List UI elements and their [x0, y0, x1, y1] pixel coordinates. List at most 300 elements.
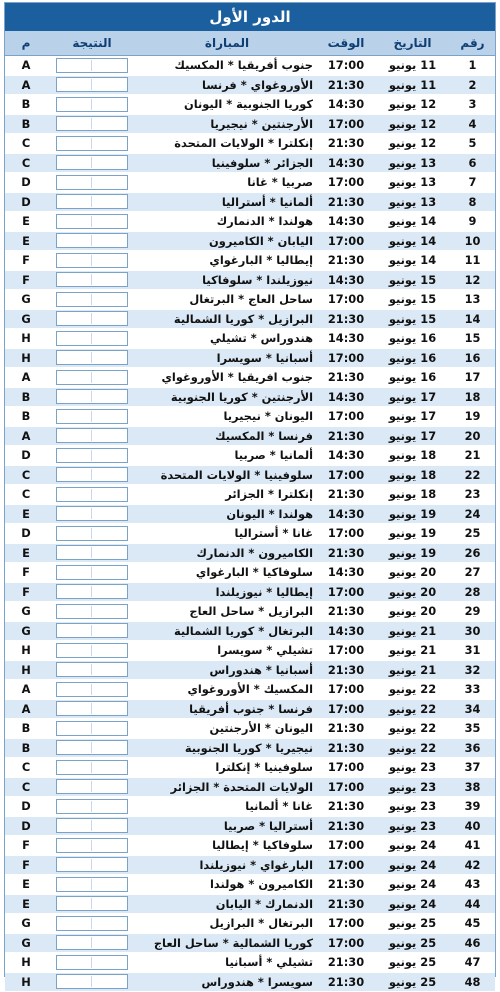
match-result	[47, 329, 137, 349]
match-date: 21 يونيو	[375, 621, 450, 641]
table-row	[5, 153, 495, 173]
match-result	[47, 212, 137, 232]
result-input-box[interactable]	[56, 857, 128, 872]
match-group: B	[5, 387, 47, 407]
match-group: E	[5, 875, 47, 895]
result-input-box[interactable]	[56, 955, 128, 970]
match-number: 5	[450, 134, 495, 154]
match-date: 16 يونيو	[375, 368, 450, 388]
match-date: 22 يونيو	[375, 680, 450, 700]
match-teams: تشيلي * سويسرا	[137, 641, 317, 661]
table-row	[5, 738, 495, 758]
match-group: G	[5, 914, 47, 934]
match-group: A	[5, 56, 47, 76]
table-row	[5, 231, 495, 251]
match-teams: الدنمارك * اليابان	[137, 894, 317, 914]
match-time: 21:30	[317, 894, 375, 914]
match-group: B	[5, 95, 47, 115]
match-time: 17:00	[317, 680, 375, 700]
match-teams: الكاميرون * الدنمارك	[137, 543, 317, 563]
result-input-box[interactable]	[56, 584, 128, 599]
result-input-box[interactable]	[56, 701, 128, 716]
match-group: D	[5, 192, 47, 212]
match-time: 21:30	[317, 875, 375, 895]
match-date: 20 يونيو	[375, 602, 450, 622]
match-number: 38	[450, 777, 495, 797]
result-input-box[interactable]	[56, 487, 128, 502]
match-group: F	[5, 251, 47, 271]
match-number: 24	[450, 504, 495, 524]
match-time: 17:00	[317, 641, 375, 661]
match-teams: أسبانيا * سويسرا	[137, 348, 317, 368]
match-group: H	[5, 953, 47, 973]
match-time: 21:30	[317, 134, 375, 154]
match-teams: الكاميرون * هولندا	[137, 875, 317, 895]
table-row	[5, 504, 495, 524]
match-result	[47, 114, 137, 134]
match-date: 20 يونيو	[375, 582, 450, 602]
match-number: 34	[450, 699, 495, 719]
match-teams: هولندا * الدنمارك	[137, 212, 317, 232]
match-time: 21:30	[317, 192, 375, 212]
match-group: C	[5, 134, 47, 154]
match-result	[47, 56, 137, 76]
match-number: 18	[450, 387, 495, 407]
match-result	[47, 563, 137, 583]
table-row	[5, 875, 495, 895]
result-input-box[interactable]	[56, 916, 128, 931]
result-input-box[interactable]	[56, 272, 128, 287]
match-result	[47, 192, 137, 212]
match-teams: البرتغال * كوريا الشمالية	[137, 621, 317, 641]
result-input-box[interactable]	[56, 721, 128, 736]
match-group: G	[5, 621, 47, 641]
match-teams: البرتغال * البرازيل	[137, 914, 317, 934]
match-teams: ألمانيا * أستراليا	[137, 192, 317, 212]
match-time: 21:30	[317, 953, 375, 973]
match-result	[47, 309, 137, 329]
result-input-box[interactable]	[56, 194, 128, 209]
match-result	[47, 231, 137, 251]
match-date: 24 يونيو	[375, 855, 450, 875]
result-input-box[interactable]	[56, 760, 128, 775]
match-result	[47, 816, 137, 836]
result-input-box[interactable]	[56, 935, 128, 950]
match-result	[47, 173, 137, 193]
table-row	[5, 914, 495, 934]
table-row	[5, 855, 495, 875]
match-result	[47, 407, 137, 427]
match-result	[47, 660, 137, 680]
match-date: 12 يونيو	[375, 95, 450, 115]
match-number: 11	[450, 251, 495, 271]
table-row	[5, 192, 495, 212]
match-result	[47, 524, 137, 544]
table-row	[5, 660, 495, 680]
result-input-box[interactable]	[56, 682, 128, 697]
match-group: G	[5, 933, 47, 953]
table-row	[5, 329, 495, 349]
match-teams: سلوفاكيا * إيطاليا	[137, 836, 317, 856]
match-time: 17:00	[317, 914, 375, 934]
header-time: الوقت	[317, 31, 375, 56]
result-input-box[interactable]	[56, 506, 128, 521]
match-teams: اليونان * نيجيريا	[137, 407, 317, 427]
result-input-box[interactable]	[56, 974, 128, 989]
match-group: E	[5, 231, 47, 251]
match-number: 6	[450, 153, 495, 173]
header-date: التاريخ	[375, 31, 450, 56]
match-date: 14 يونيو	[375, 231, 450, 251]
match-group: H	[5, 641, 47, 661]
match-number: 36	[450, 738, 495, 758]
match-teams: غانا * أستراليا	[137, 524, 317, 544]
match-time: 14:30	[317, 153, 375, 173]
match-time: 21:30	[317, 660, 375, 680]
table-row	[5, 446, 495, 466]
match-teams: الجزائر * سلوفينيا	[137, 153, 317, 173]
result-input-box[interactable]	[56, 623, 128, 638]
table-row	[5, 251, 495, 271]
match-time: 17:00	[317, 56, 375, 76]
match-time: 17:00	[317, 836, 375, 856]
match-teams: البرازيل * كوريا الشمالية	[137, 309, 317, 329]
match-time: 21:30	[317, 816, 375, 836]
match-date: 11 يونيو	[375, 56, 450, 76]
match-number: 25	[450, 524, 495, 544]
match-group: B	[5, 719, 47, 739]
match-number: 35	[450, 719, 495, 739]
match-result	[47, 855, 137, 875]
match-result	[47, 153, 137, 173]
match-result	[47, 368, 137, 388]
result-input-box[interactable]	[56, 136, 128, 151]
match-number: 14	[450, 309, 495, 329]
result-input-box[interactable]	[56, 565, 128, 580]
match-teams: إيطاليا * البارغواي	[137, 251, 317, 271]
match-teams: ألمانيا * صربيا	[137, 446, 317, 466]
match-teams: المكسيك * الأوروغواي	[137, 680, 317, 700]
match-time: 14:30	[317, 95, 375, 115]
table-row	[5, 348, 495, 368]
result-input-box[interactable]	[56, 604, 128, 619]
match-result	[47, 680, 137, 700]
match-group: D	[5, 524, 47, 544]
match-time: 17:00	[317, 582, 375, 602]
result-input-box[interactable]	[56, 175, 128, 190]
match-group: B	[5, 114, 47, 134]
match-date: 16 يونيو	[375, 329, 450, 349]
header-result: النتيجة	[47, 31, 137, 56]
match-result	[47, 75, 137, 95]
match-date: 22 يونيو	[375, 699, 450, 719]
match-number: 13	[450, 290, 495, 310]
match-teams: إنكلترا * الولايات المتحدة	[137, 134, 317, 154]
match-teams: كوريا الجنوبية * اليونان	[137, 95, 317, 115]
match-number: 3	[450, 95, 495, 115]
table-row	[5, 543, 495, 563]
match-group: F	[5, 270, 47, 290]
match-date: 13 يونيو	[375, 192, 450, 212]
match-date: 12 يونيو	[375, 114, 450, 134]
result-input-box[interactable]	[56, 799, 128, 814]
match-number: 42	[450, 855, 495, 875]
match-result	[47, 485, 137, 505]
match-number: 44	[450, 894, 495, 914]
table-row	[5, 95, 495, 115]
match-group: C	[5, 758, 47, 778]
match-date: 15 يونيو	[375, 270, 450, 290]
match-group: F	[5, 855, 47, 875]
table-row	[5, 582, 495, 602]
match-time: 14:30	[317, 270, 375, 290]
result-input-box[interactable]	[56, 214, 128, 229]
result-input-box[interactable]	[56, 331, 128, 346]
result-input-box[interactable]	[56, 740, 128, 755]
result-input-box[interactable]	[56, 448, 128, 463]
match-time: 17:00	[317, 758, 375, 778]
header-match: المباراة	[137, 31, 317, 56]
match-time: 14:30	[317, 621, 375, 641]
match-time: 17:00	[317, 173, 375, 193]
table-row	[5, 173, 495, 193]
match-date: 25 يونيو	[375, 914, 450, 934]
match-teams: الأرجنتين * نيجيريا	[137, 114, 317, 134]
table-row	[5, 777, 495, 797]
match-result	[47, 738, 137, 758]
match-date: 23 يونيو	[375, 777, 450, 797]
match-result	[47, 758, 137, 778]
header-num: رقم	[450, 31, 495, 56]
result-input-box[interactable]	[56, 389, 128, 404]
match-group: C	[5, 485, 47, 505]
match-time: 17:00	[317, 777, 375, 797]
result-input-box[interactable]	[56, 233, 128, 248]
match-group: G	[5, 290, 47, 310]
match-result	[47, 543, 137, 563]
match-result	[47, 602, 137, 622]
match-result	[47, 134, 137, 154]
table-row	[5, 719, 495, 739]
match-teams: صربيا * غانا	[137, 173, 317, 193]
match-number: 33	[450, 680, 495, 700]
result-input-box[interactable]	[56, 467, 128, 482]
match-teams: البارغواي * نيوزيلندا	[137, 855, 317, 875]
match-teams: غانا * ألمانيا	[137, 797, 317, 817]
table-row	[5, 933, 495, 953]
match-number: 48	[450, 972, 495, 992]
match-number: 30	[450, 621, 495, 641]
match-result	[47, 933, 137, 953]
match-teams: الولايات المتحدة * الجزائر	[137, 777, 317, 797]
table-row	[5, 114, 495, 134]
match-group: A	[5, 426, 47, 446]
match-time: 17:00	[317, 114, 375, 134]
match-teams: أستراليا * صربيا	[137, 816, 317, 836]
match-teams: كوريا الشمالية * ساحل العاج	[137, 933, 317, 953]
match-number: 26	[450, 543, 495, 563]
header-group: م	[5, 31, 47, 56]
table-row	[5, 641, 495, 661]
match-date: 23 يونيو	[375, 816, 450, 836]
match-result	[47, 797, 137, 817]
match-number: 28	[450, 582, 495, 602]
result-input-box[interactable]	[56, 838, 128, 853]
match-result	[47, 504, 137, 524]
match-date: 19 يونيو	[375, 504, 450, 524]
result-input-box[interactable]	[56, 779, 128, 794]
match-date: 14 يونيو	[375, 251, 450, 271]
match-result	[47, 582, 137, 602]
match-result	[47, 348, 137, 368]
match-teams: اليونان * الأرجنتين	[137, 719, 317, 739]
table-row	[5, 368, 495, 388]
result-input-box[interactable]	[56, 58, 128, 73]
match-teams: البرازيل * ساحل العاج	[137, 602, 317, 622]
match-group: F	[5, 582, 47, 602]
match-date: 23 يونيو	[375, 758, 450, 778]
result-input-box[interactable]	[56, 292, 128, 307]
match-date: 15 يونيو	[375, 290, 450, 310]
match-result	[47, 894, 137, 914]
match-group: B	[5, 738, 47, 758]
match-time: 17:00	[317, 407, 375, 427]
table-row	[5, 816, 495, 836]
match-teams: اليابان * الكاميرون	[137, 231, 317, 251]
result-input-box[interactable]	[56, 545, 128, 560]
table-row	[5, 309, 495, 329]
match-time: 14:30	[317, 504, 375, 524]
table-row	[5, 134, 495, 154]
match-date: 19 يونيو	[375, 524, 450, 544]
table-row	[5, 680, 495, 700]
match-number: 23	[450, 485, 495, 505]
result-input-box[interactable]	[56, 370, 128, 385]
match-result	[47, 914, 137, 934]
table-row	[5, 290, 495, 310]
match-teams: هندوراس * تشيلي	[137, 329, 317, 349]
match-number: 32	[450, 660, 495, 680]
table-body	[5, 56, 495, 992]
match-time: 17:00	[317, 348, 375, 368]
result-input-box[interactable]	[56, 643, 128, 658]
table-row	[5, 270, 495, 290]
match-number: 19	[450, 407, 495, 427]
match-date: 18 يونيو	[375, 485, 450, 505]
match-time: 14:30	[317, 387, 375, 407]
match-time: 17:00	[317, 524, 375, 544]
match-number: 37	[450, 758, 495, 778]
match-time: 17:00	[317, 855, 375, 875]
match-number: 47	[450, 953, 495, 973]
result-input-box[interactable]	[56, 428, 128, 443]
table-header	[5, 31, 495, 56]
match-number: 4	[450, 114, 495, 134]
match-time: 21:30	[317, 719, 375, 739]
match-date: 13 يونيو	[375, 173, 450, 193]
match-time: 14:30	[317, 446, 375, 466]
match-date: 21 يونيو	[375, 660, 450, 680]
match-date: 22 يونيو	[375, 719, 450, 739]
table-row	[5, 602, 495, 622]
match-date: 13 يونيو	[375, 153, 450, 173]
match-group: E	[5, 894, 47, 914]
match-group: F	[5, 836, 47, 856]
match-number: 29	[450, 602, 495, 622]
match-time: 17:00	[317, 933, 375, 953]
match-time: 21:30	[317, 972, 375, 992]
schedule-card	[4, 2, 496, 989]
result-input-box[interactable]	[56, 526, 128, 541]
match-group: C	[5, 777, 47, 797]
match-number: 40	[450, 816, 495, 836]
match-result	[47, 95, 137, 115]
match-group: H	[5, 660, 47, 680]
result-input-box[interactable]	[56, 116, 128, 131]
match-result	[47, 875, 137, 895]
result-input-box[interactable]	[56, 818, 128, 833]
match-group: A	[5, 75, 47, 95]
result-input-box[interactable]	[56, 662, 128, 677]
match-result	[47, 972, 137, 992]
schedule-table	[5, 31, 495, 992]
table-row	[5, 563, 495, 583]
result-input-box[interactable]	[56, 155, 128, 170]
match-result	[47, 699, 137, 719]
match-teams: ساحل العاج * البرتغال	[137, 290, 317, 310]
result-input-box[interactable]	[56, 877, 128, 892]
result-input-box[interactable]	[56, 409, 128, 424]
match-result	[47, 387, 137, 407]
match-group: C	[5, 153, 47, 173]
match-date: 17 يونيو	[375, 407, 450, 427]
match-group: A	[5, 699, 47, 719]
match-time: 21:30	[317, 426, 375, 446]
result-input-box[interactable]	[56, 896, 128, 911]
match-teams: جنوب أفريقيا * المكسيك	[137, 56, 317, 76]
table-row	[5, 407, 495, 427]
match-date: 15 يونيو	[375, 309, 450, 329]
match-teams: نيجيريا * كوريا الجنوبية	[137, 738, 317, 758]
match-teams: سلوفاكيا * البارغواي	[137, 563, 317, 583]
result-input-box[interactable]	[56, 97, 128, 112]
match-time: 21:30	[317, 602, 375, 622]
match-date: 22 يونيو	[375, 738, 450, 758]
match-date: 11 يونيو	[375, 75, 450, 95]
match-date: 18 يونيو	[375, 465, 450, 485]
match-number: 20	[450, 426, 495, 446]
match-time: 21:30	[317, 797, 375, 817]
match-date: 25 يونيو	[375, 933, 450, 953]
match-group: G	[5, 309, 47, 329]
table-row	[5, 524, 495, 544]
table-row	[5, 953, 495, 973]
table-row	[5, 212, 495, 232]
result-input-box[interactable]	[56, 350, 128, 365]
match-result	[47, 446, 137, 466]
match-result	[47, 270, 137, 290]
result-input-box[interactable]	[56, 77, 128, 92]
match-teams: جنوب افريقيا * الأوروغواي	[137, 368, 317, 388]
match-date: 17 يونيو	[375, 426, 450, 446]
match-date: 17 يونيو	[375, 387, 450, 407]
match-number: 31	[450, 641, 495, 661]
match-group: B	[5, 407, 47, 427]
result-input-box[interactable]	[56, 253, 128, 268]
match-group: F	[5, 563, 47, 583]
match-number: 21	[450, 446, 495, 466]
result-input-box[interactable]	[56, 311, 128, 326]
